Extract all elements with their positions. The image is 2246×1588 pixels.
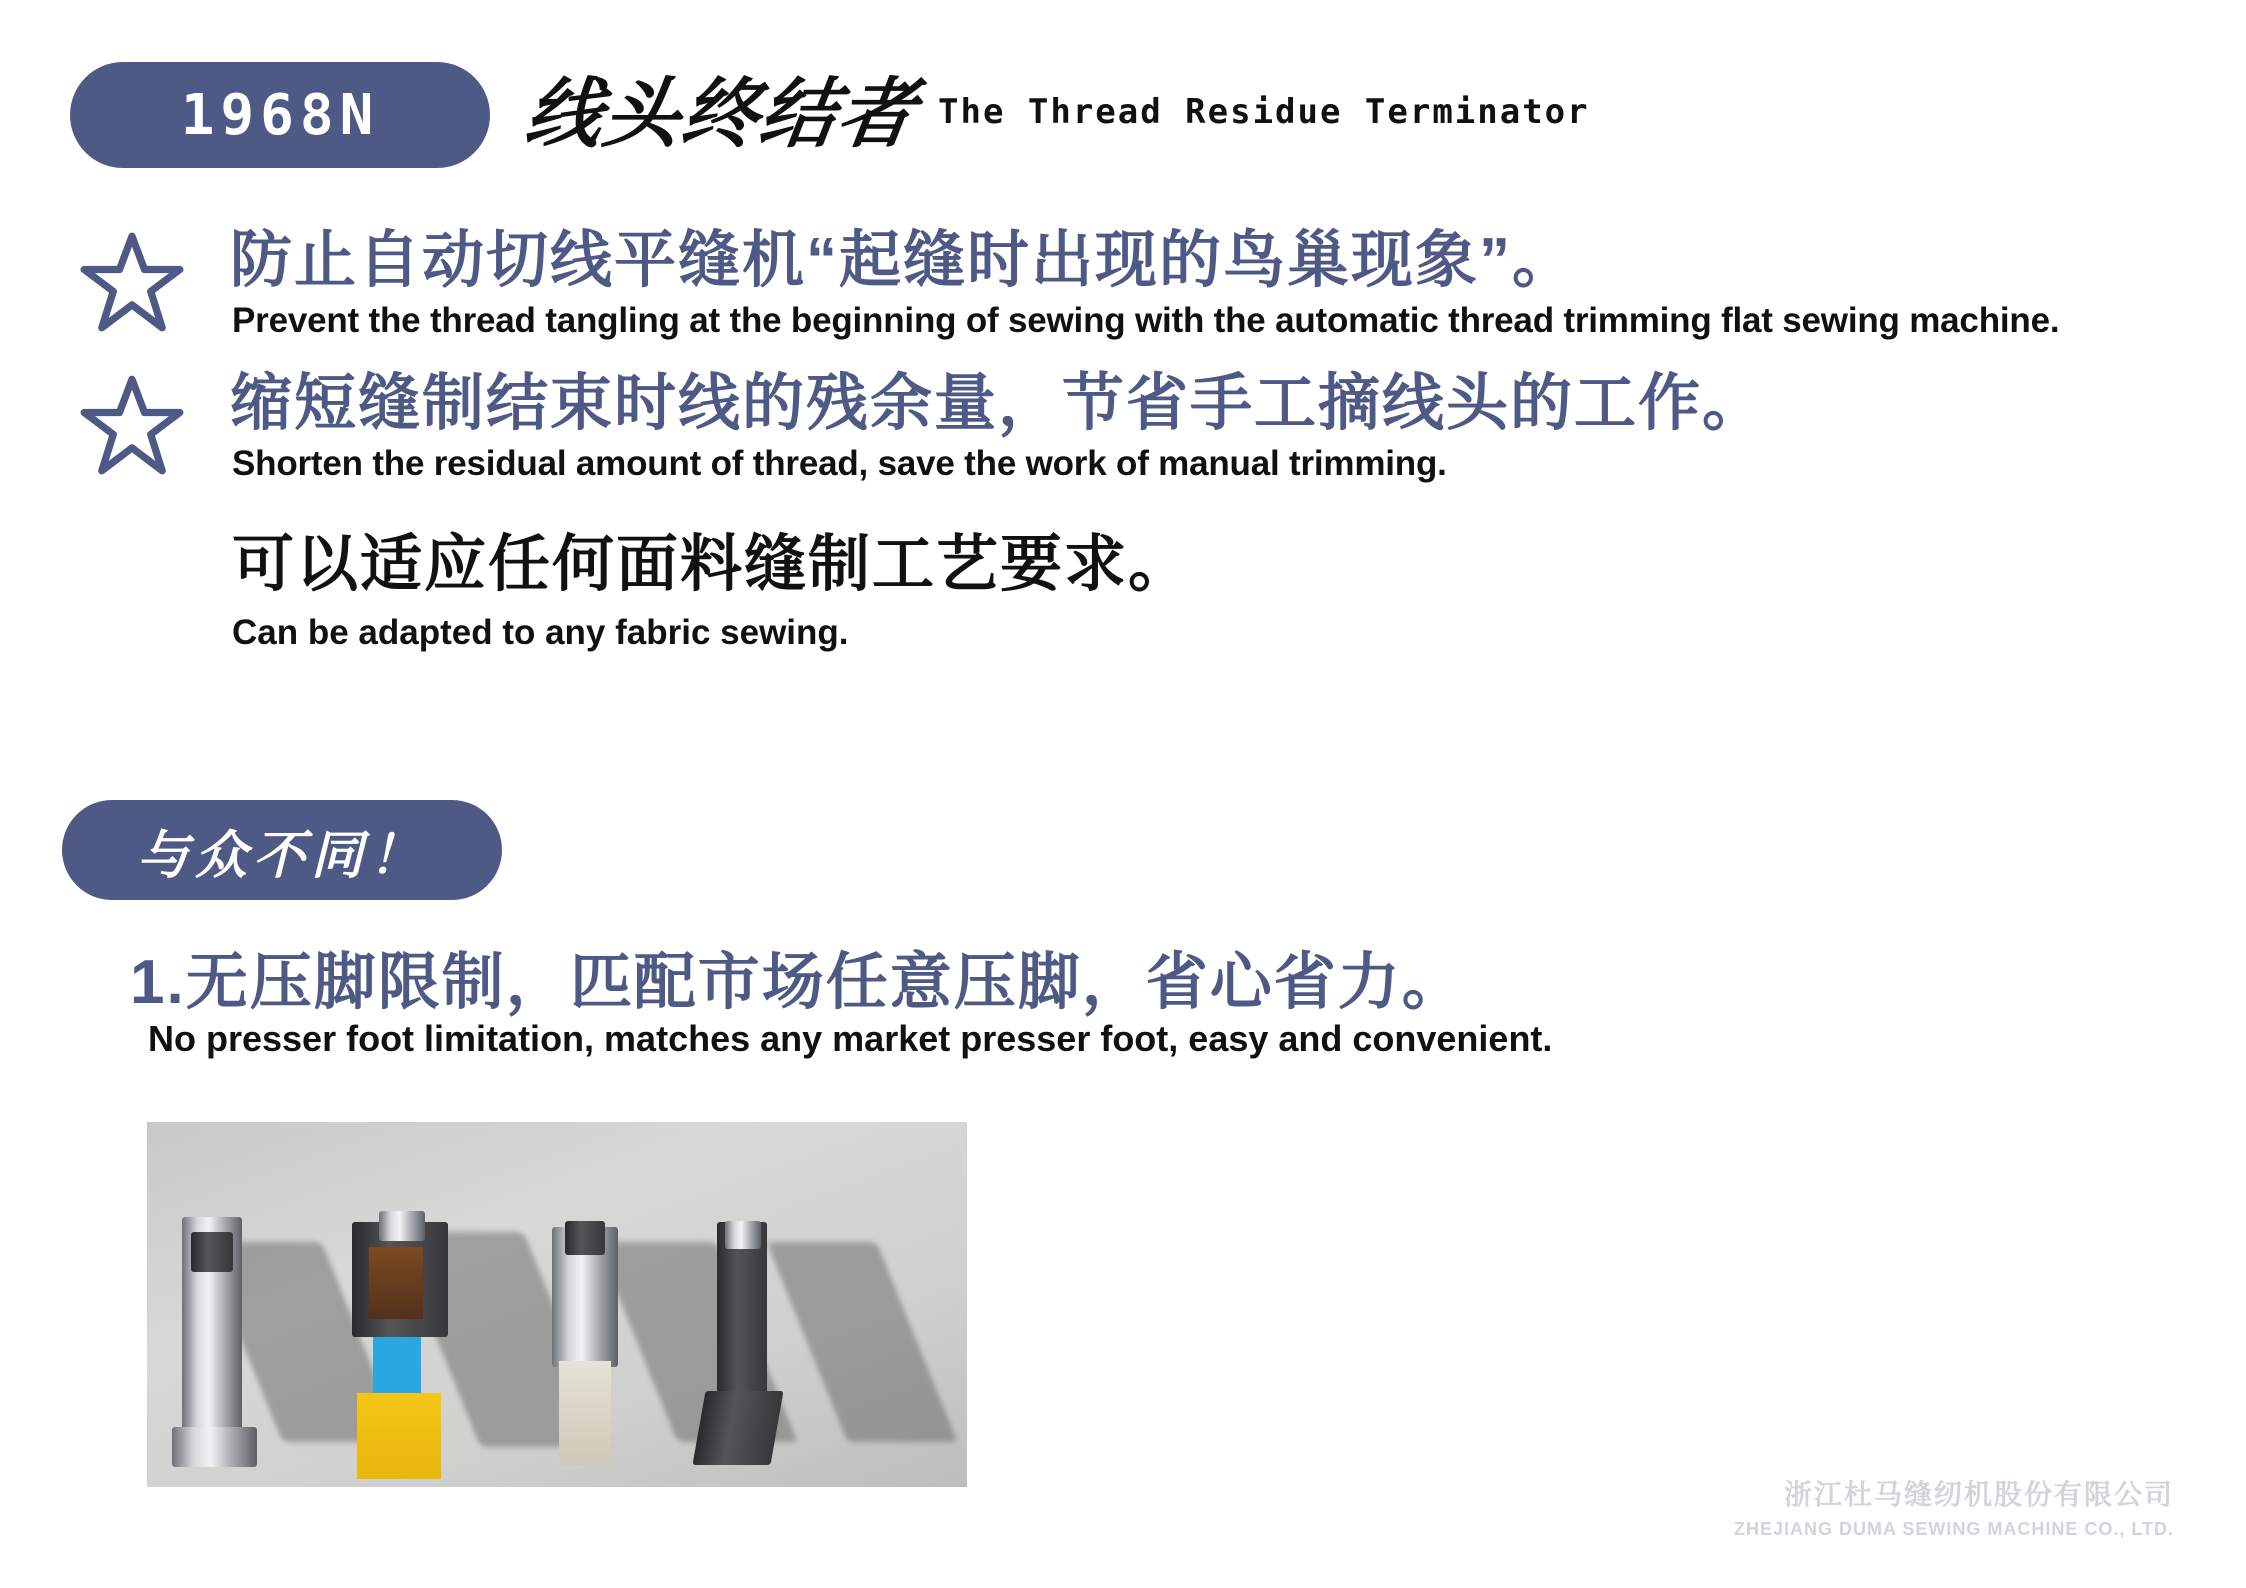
presser-foot-3-shank <box>565 1221 605 1255</box>
presser-foot-3-clear-part <box>559 1361 611 1465</box>
list-item <box>80 228 2180 341</box>
presser-foot-1-shank <box>191 1232 233 1272</box>
presser-foot-2-brown-part <box>369 1247 423 1319</box>
presser-feet-photo <box>147 1122 967 1487</box>
feature-text-en: Prevent the thread tangling at the beginning of sewing with the automatic thread trimming flat sewing machine. <box>232 300 2060 340</box>
spacer <box>80 341 2180 371</box>
presser-foot-2-shank <box>379 1211 425 1241</box>
spacer <box>80 484 2180 514</box>
feature-text-cn: 防止自动切线平缝机“起缝时出现的鸟巢现象”。 <box>230 226 1577 295</box>
statement-text-en: Can be adapted to any fabric sewing. <box>232 612 849 652</box>
statement-block <box>80 514 2180 653</box>
page-title-en: The Thread Residue Terminator <box>938 92 1590 132</box>
statement-text-cn: 可以适应任何面料缝制工艺要求。 <box>232 529 1193 599</box>
company-name-cn: 浙江杜马缝纫机股份有限公司 <box>1783 1479 2174 1510</box>
section-badge-label: 与众不同！ <box>136 826 427 885</box>
page-title-cn: 线头终结者 <box>520 72 923 157</box>
star-icon <box>80 232 184 332</box>
feature-list <box>80 228 2180 653</box>
header <box>70 62 1590 168</box>
presser-foot-2-yellow-part <box>357 1393 441 1479</box>
presser-foot-1-sole <box>172 1427 257 1467</box>
section-badge <box>62 800 502 900</box>
point-text-cn: 1.无压脚限制，匹配市场任意压脚，省心省力。 <box>130 948 1466 1017</box>
feature-text-cn: 缩短缝制结束时线的残余量，节省手工摘线头的工作。 <box>230 368 1767 438</box>
photo-shadow <box>767 1242 958 1442</box>
model-badge <box>70 62 490 168</box>
list-item <box>80 368 2180 484</box>
presser-foot-4-shank <box>725 1221 761 1249</box>
footer <box>1734 1473 2174 1540</box>
point-text-en: No presser foot limitation, matches any market presser foot, easy and convenient. <box>148 1018 1553 1059</box>
company-name-en: ZHEJIANG DUMA SEWING MACHINE CO., LTD. <box>1734 1519 2174 1539</box>
model-badge-label: 1968N <box>180 82 380 148</box>
feature-text-en: Shorten the residual amount of thread, save the work of manual trimming. <box>232 443 1447 483</box>
presser-foot-4-sole <box>692 1391 783 1465</box>
star-icon <box>80 375 184 475</box>
